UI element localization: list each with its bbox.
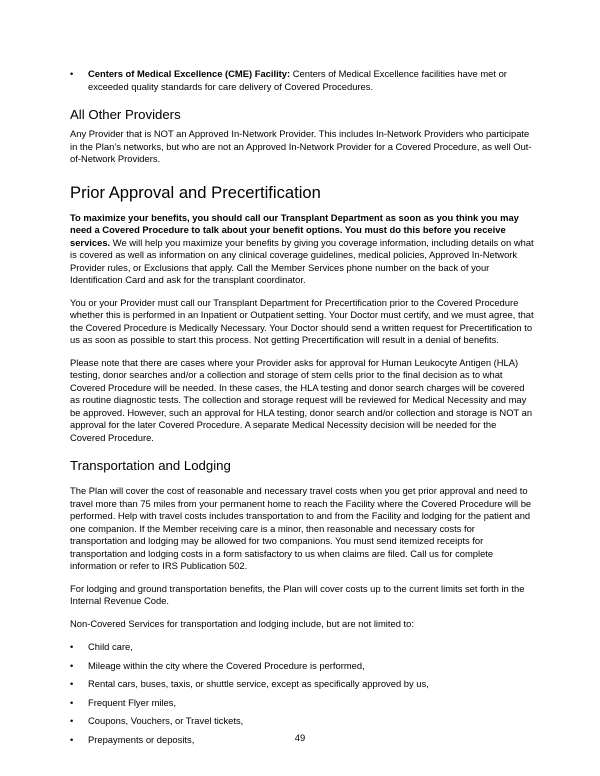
cme-bullet-item <box>70 68 534 93</box>
transportation-paragraph-1: The Plan will cover the cost of reasonable and necessary travel costs when you get prior approval and need to travel more than 75 miles from your permanent home to reach the Facility where the Covered Procedure will be performed. Help with travel costs includes transportation to and from the Facility and lodging for the patient and one companion. If the Member receiving care is a minor, then reasonable and necessary costs for transportation and lodging may be allowed for two companions. You must send itemized receipts for transportation and lodging costs in a form satisfactory to us when claims are filed. Call us for complete information or refer to IRS Publication 502. <box>70 485 532 571</box>
list-item: • Coupons, Vouchers, or Travel tickets, <box>70 715 244 726</box>
all-other-providers-text: Any Provider that is NOT an Approved In-Network Provider. This includes In-Network Providers who participate in the Plan’s networks, but who are not an Approved In-Network Provider for a Covered Procedure, as well Out-of-Network Providers. <box>70 128 532 164</box>
bullet-icon: • <box>70 733 74 745</box>
prior-approval-heading: Prior Approval and Precertification <box>70 182 321 202</box>
list-item: • Child care, <box>70 641 133 652</box>
page-content <box>70 68 534 752</box>
non-covered-services-list <box>70 641 534 746</box>
transportation-paragraph-2: For lodging and ground transportation benefits, the Plan will cover costs up to the current limits set forth in the Internal Revenue Code. <box>70 582 525 606</box>
cme-text: Centers of Medical Excellence facilities have met or exceeded quality standards for care delivery of Covered Procedures. <box>88 68 507 92</box>
bullet-icon: • <box>70 678 74 689</box>
prior-approval-paragraph-2: You or your Provider must call our Transplant Department for Precertification prior to the Covered Procedure whether this is performed in an Inpatient or Outpatient setting. Your Doctor must certify, and we must agree, that the Covered Procedure is Medically Necessary. Your Doctor should send a written request for Precertification to us as soon as possible to start this process. Not getting Precertification will result in a denial of benefits. <box>70 296 534 345</box>
list-item: • Prepayments or deposits, <box>70 733 195 745</box>
all-other-providers-heading: All Other Providers <box>70 107 181 122</box>
transportation-heading: Transportation and Lodging <box>70 458 231 473</box>
bullet-icon: • <box>70 715 74 726</box>
bullet-icon: • <box>70 641 74 652</box>
transportation-paragraph-3: Non-Covered Services for transportation and lodging include, but are not limited to: <box>70 617 414 629</box>
prior-approval-paragraph-1 <box>70 212 534 287</box>
prior-approval-text: We will help you maximize your benefits by giving you coverage information, including details on what is covered as well as information on any clinical coverage guidelines, medical policies, Approved In-Network Provider rules, or Exclusions that apply. Call the Member Services phone number on the back of your Identification Card and ask for the transplant coordinator. <box>70 236 534 285</box>
bullet-icon: • <box>70 659 74 671</box>
list-item: • Mileage within the city where the Covered Procedure is performed, <box>70 659 365 671</box>
bullet-icon: • <box>70 696 74 708</box>
page-number: 49 <box>294 732 306 743</box>
list-item: • Rental cars, buses, taxis, or shuttle service, except as specifically approved by us, <box>70 678 429 689</box>
bullet-icon: • <box>70 68 74 79</box>
list-item: • Frequent Flyer miles, <box>70 696 177 708</box>
cme-label: Centers of Medical Excellence (CME) Facility: <box>88 68 291 79</box>
prior-approval-paragraph-3: Please note that there are cases where your Provider asks for approval for Human Leukocyte Antigen (HLA) testing, donor searches and/or a collection and storage of stem cells prior to the final decision as to what Covered Procedure will be needed. In these cases, the HLA testing and donor search charges will be covered as routine diagnostic tests. The collection and storage request will be reviewed for Medical Necessity and may be approved. However, such an approval for HLA testing, donor search and/or collection and storage is NOT an approval for the later Covered Procedure. A separate Medical Necessity decision will be needed for the Covered Procedure. <box>70 356 533 443</box>
prior-approval-bold-text: To maximize your benefits, you should call our Transplant Department as soon as you think you may need a Covered Procedure to talk about your benefit options. You must do this before you receive services. <box>70 211 519 248</box>
